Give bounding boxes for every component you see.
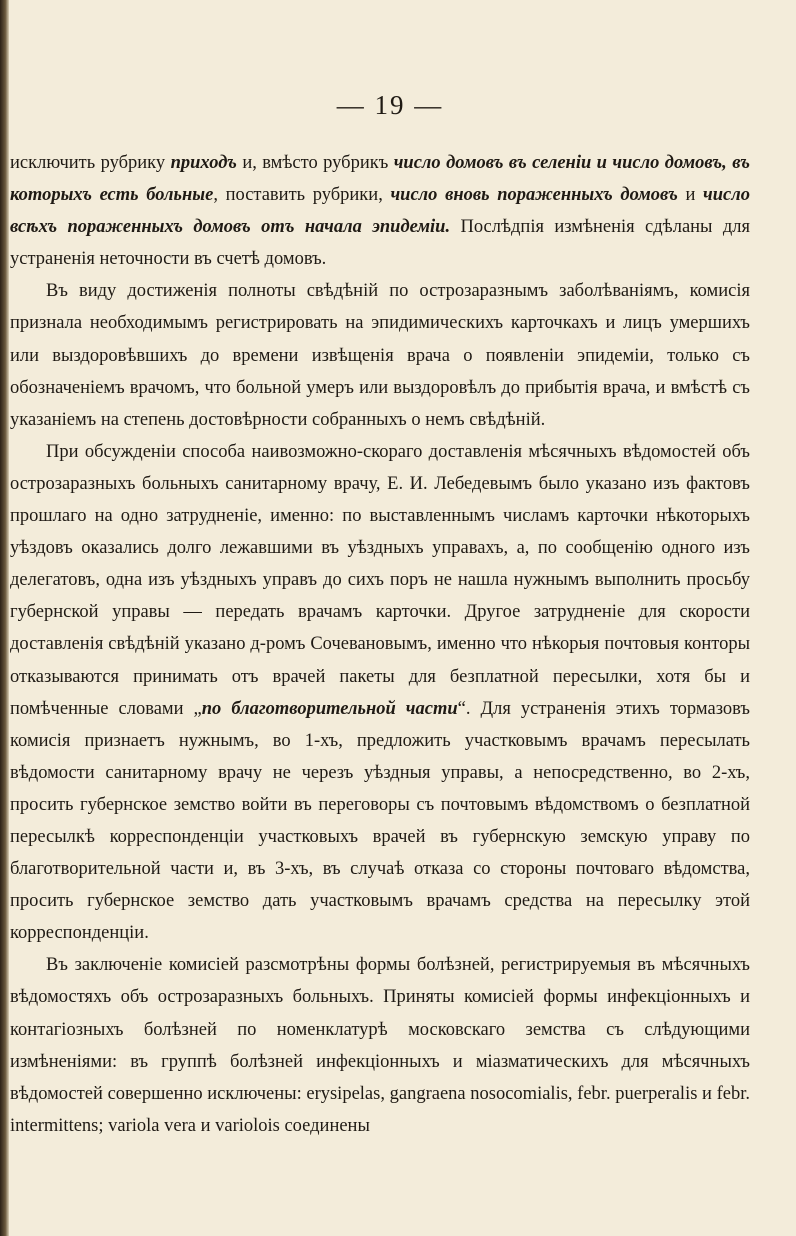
italic-phrase: число домовъ въ селеніи и число домовъ, въ которыхъ есть больные	[10, 153, 750, 206]
paragraph	[10, 949, 750, 1142]
italic-phrase: число всѣхъ пораженныхъ домовъ отъ начала эпидеміи.	[10, 185, 750, 238]
italic-phrase: приходъ	[170, 153, 237, 173]
body-text	[10, 147, 750, 1142]
text-run: и	[677, 185, 704, 206]
page-number: — 19 —	[336, 90, 444, 120]
italic-phrase: число вновь пораженныхъ домовъ	[390, 185, 678, 206]
document-page	[10, 0, 790, 1236]
text-run: Послѣдпія измѣненія сдѣланы для устраненія неточности въ счетѣ домовъ.	[10, 217, 750, 270]
book-binding-edge	[0, 0, 9, 1236]
text-run: “. Для устраненія этихъ тормазовъ комисія признаетъ нужнымъ, во 1-хъ, предложить участковымъ врачамъ пересылать вѣдомости санитарному врачу не черезъ уѣздныя управы, а непосредственно, во 2-хъ, просить губернское земство войти въ переговоры съ почтовымъ вѣдомствомъ о безплатной пересылкѣ корреспонденціи участковыхъ врачей въ губернскую земскую управу по благотворительной части и, въ 3-хъ, въ случаѣ отказа со стороны почтоваго вѣдомства, просить губернское земство дать участковымъ врачамъ средства на пересылку этой корреспонденціи.	[10, 698, 750, 944]
text-run: и, вмѣсто рубрикъ	[236, 153, 394, 173]
italic-phrase: по благотворительной части	[201, 698, 458, 719]
paragraph	[10, 147, 750, 275]
paragraph	[10, 436, 750, 950]
text-run: Въ заключеніе комисіей разсмотрѣны формы болѣзней, регистрируемыя въ мѣсячныхъ вѣдомостяхъ объ острозаразныхъ больныхъ. Приняты комисіей формы инфекціонныхъ и контагіозныхъ болѣзней по номенклатурѣ московскаго земства съ слѣдующими измѣненіями: въ группѣ болѣзней инфекціонныхъ и міазматическихъ для мѣсячныхъ вѣдомостей совершенно исключены: erysipelas, gangraena nosocomialis, febr. puerperalis и febr. intermittens; variola vera и variolois соединены	[10, 955, 750, 1136]
text-run: Въ виду достиженія полноты свѣдѣній по острозаразнымъ заболѣваніямъ, комисія признала необходимымъ регистрировать на эпидимическихъ карточкахъ и лицъ умершихъ или выздоровѣвшихъ до времени извѣщенія врача о появленіи эпидеміи, только съ обозначеніемъ врачомъ, что больной умеръ или выздоровѣлъ до прибытія врача, и вмѣстѣ съ указаніемъ на степень достовѣрности собранныхъ о немъ свѣдѣній.	[10, 281, 750, 430]
paragraph	[10, 275, 750, 435]
text-run: , поставить рубрики,	[213, 185, 391, 206]
text-run: При обсужденіи способа наивозможно-скораго доставленія мѣсячныхъ вѣдомостей объ острозаразныхъ больныхъ санитарному врачу, Е. И. Лебедевымъ было указано изъ фактовъ прошлаго на одно затрудненіе, именно: по выставленнымъ числамъ карточки нѣкоторыхъ уѣздовъ оказались долго лежавшими въ уѣздныхъ управахъ, а, по сообщенію одного изъ делегатовъ, одна изъ уѣздныхъ управъ до сихъ поръ не нашла нужнымъ выполнить просьбу губернской управы — передать врачамъ карточки. Другое затрудненіе для скорости доставленія свѣдѣній указано д-ромъ Сочевановымъ, именно что нѣкорыя почтовыя конторы отказываются принимать отъ врачей пакеты для безплатной пересылки, хотя бы и помѣченные словами „	[10, 441, 750, 719]
text-run: исключить рубрику	[10, 153, 171, 173]
